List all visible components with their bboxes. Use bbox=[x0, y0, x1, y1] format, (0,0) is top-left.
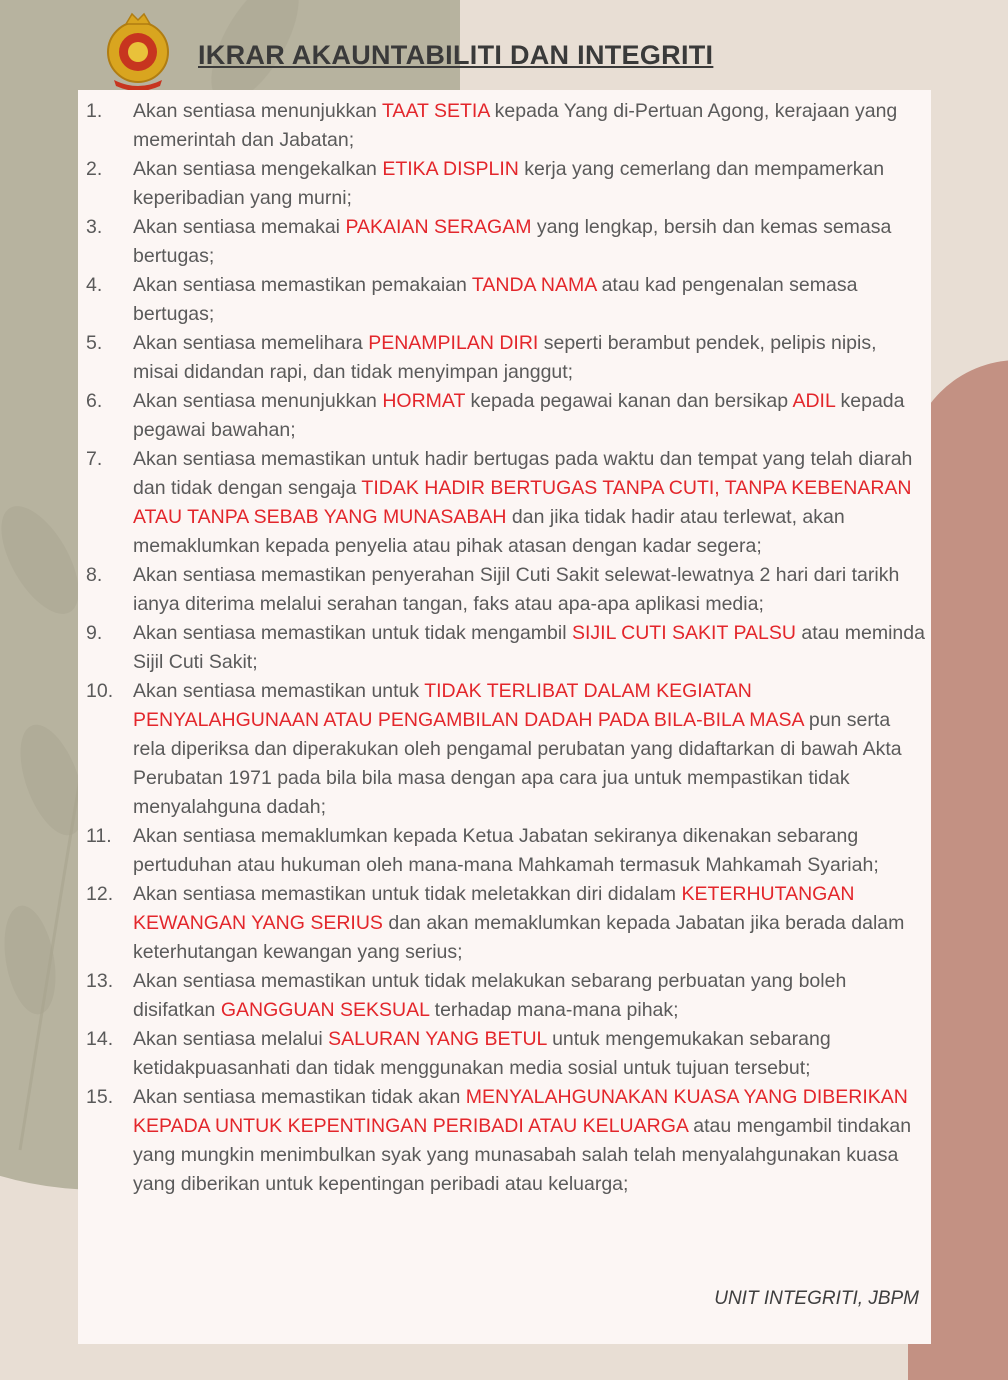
item-text bbox=[133, 619, 931, 677]
body-text: Akan sentiasa memastikan tidak akan bbox=[133, 1086, 466, 1108]
item-text bbox=[133, 387, 931, 445]
item-number: 4. bbox=[86, 274, 103, 296]
highlight-text: TANDA NAMA bbox=[471, 274, 597, 296]
body-text: Akan sentiasa memaklumkan kepada Ketua Jabatan sekiranya dikenakan sebarang pertuduhan atau hukuman oleh mana-mana Mahkamah termasuk Mahkamah Syariah; bbox=[133, 825, 879, 876]
list-item bbox=[78, 445, 931, 561]
list-item bbox=[78, 967, 931, 1025]
item-text bbox=[133, 822, 931, 880]
body-text: Akan sentiasa memastikan untuk tidak melakukan sebarang perbuatan yang boleh disifatkan bbox=[133, 970, 847, 1021]
body-text: Akan sentiasa menunjukkan bbox=[133, 390, 383, 412]
item-number: 9. bbox=[86, 622, 103, 644]
list-item bbox=[78, 561, 931, 619]
item-text bbox=[133, 967, 931, 1025]
body-text: yang lengkap, bersih dan kemas semasa bertugas; bbox=[133, 216, 892, 267]
page-title: IKRAR AKAUNTABILITI DAN INTEGRITI bbox=[198, 40, 714, 70]
item-text bbox=[133, 155, 931, 213]
body-text: kepada Yang di-Pertuan Agong, kerajaan yang memerintah dan Jabatan; bbox=[133, 100, 898, 151]
body-text: Akan sentiasa memelihara bbox=[133, 332, 369, 354]
highlight-text: GANGGUAN SEKSUAL bbox=[220, 999, 430, 1021]
body-text: untuk mengemukakan sebarang ketidakpuasanhati dan tidak menggunakan media sosial untuk tujuan tersebut; bbox=[133, 1028, 831, 1079]
body-text: terhadap mana-mana pihak; bbox=[429, 999, 679, 1021]
item-number: 5. bbox=[86, 332, 103, 354]
item-text bbox=[133, 561, 931, 619]
item-number: 15. bbox=[86, 1086, 114, 1108]
body-text: Akan sentiasa memastikan untuk bbox=[133, 680, 425, 702]
highlight-text: TAAT SETIA bbox=[381, 100, 490, 122]
item-number: 2. bbox=[86, 158, 103, 180]
body-text: kerja yang cemerlang dan mempamerkan keperibadian yang murni; bbox=[133, 158, 885, 209]
body-text: atau kad pengenalan semasa bertugas; bbox=[133, 274, 858, 325]
highlight-text: ETIKA DISPLIN bbox=[382, 158, 519, 180]
body-text: Akan sentiasa memastikan pemakaian bbox=[133, 274, 472, 296]
body-text: seperti berambut pendek, pelipis nipis, misai didandan rapi, dan tidak menyimpan janggut; bbox=[133, 332, 877, 383]
item-text bbox=[133, 97, 931, 155]
item-text bbox=[133, 880, 931, 967]
body-text: Akan sentiasa mengekalkan bbox=[133, 158, 383, 180]
list-item bbox=[78, 619, 931, 677]
body-text: kepada pegawai kanan dan bersikap bbox=[465, 390, 793, 412]
item-number: 7. bbox=[86, 448, 103, 470]
body-text: Akan sentiasa memakai bbox=[133, 216, 346, 238]
list-item bbox=[78, 155, 931, 213]
highlight-text: TIDAK TERLIBAT DALAM KEGIATAN PENYALAHGUNAAN ATAU PENGAMBILAN DADAH PADA BILA-BILA MASA bbox=[133, 680, 804, 731]
list-item bbox=[78, 1083, 931, 1199]
item-number: 1. bbox=[86, 100, 103, 122]
item-number: 11. bbox=[86, 825, 112, 847]
item-number: 12. bbox=[86, 883, 114, 905]
item-number: 14. bbox=[86, 1028, 114, 1050]
item-text bbox=[133, 677, 931, 822]
body-text: Akan sentiasa memastikan untuk hadir bertugas pada waktu dan tempat yang telah diarah dan tidak dengan sengaja bbox=[133, 448, 913, 499]
item-text bbox=[133, 1025, 931, 1083]
list-item bbox=[78, 213, 931, 271]
body-text: kepada pegawai bawahan; bbox=[133, 390, 905, 441]
item-text bbox=[133, 213, 931, 271]
body-text: Akan sentiasa memastikan untuk tidak meletakkan diri didalam bbox=[133, 883, 682, 905]
highlight-text: SIJIL CUTI SAKIT PALSU bbox=[571, 622, 796, 644]
body-text: atau meminda Sijil Cuti Sakit; bbox=[133, 622, 925, 673]
body-text: atau mengambil tindakan yang mungkin menimbulkan syak yang munasabah salah telah menyalahgunakan kuasa yang diberikan untuk kepentingan peribadi atau keluarga; bbox=[133, 1115, 912, 1195]
body-text: Akan sentiasa menunjukkan bbox=[133, 100, 382, 122]
pledge-list bbox=[78, 97, 931, 1199]
highlight-text: SALURAN YANG BETUL bbox=[328, 1028, 547, 1050]
item-text bbox=[133, 445, 931, 561]
list-item bbox=[78, 387, 931, 445]
body-text: Akan sentiasa memastikan untuk tidak mengambil bbox=[133, 622, 572, 644]
list-item bbox=[78, 97, 931, 155]
highlight-text: ADIL bbox=[792, 390, 836, 412]
list-item bbox=[78, 880, 931, 967]
list-item bbox=[78, 822, 931, 880]
highlight-text: TIDAK HADIR BERTUGAS TANPA CUTI, TANPA KEBENARAN ATAU TANPA SEBAB YANG MUNASABAH bbox=[133, 477, 912, 528]
highlight-text: MENYALAHGUNAKAN KUASA YANG DIBERIKAN KEPADA UNTUK KEPENTINGAN PERIBADI ATAU KELUARGA bbox=[133, 1086, 908, 1137]
body-text: Akan sentiasa melalui bbox=[133, 1028, 329, 1050]
highlight-text: PENAMPILAN DIRI bbox=[368, 332, 539, 354]
item-text bbox=[133, 1083, 931, 1199]
highlight-text: PAKAIAN SERAGAM bbox=[345, 216, 532, 238]
pledge-panel bbox=[78, 90, 931, 1344]
list-item bbox=[78, 271, 931, 329]
item-number: 3. bbox=[86, 216, 103, 238]
highlight-text: KETERHUTANGAN KEWANGAN YANG SERIUS bbox=[133, 883, 855, 934]
body-text: Akan sentiasa memastikan penyerahan Sijil Cuti Sakit selewat-lewatnya 2 hari dari tarikh ianya diterima melalui serahan tangan, faks atau apa-apa aplikasi media; bbox=[133, 564, 900, 615]
list-item bbox=[78, 1025, 931, 1083]
item-number: 13. bbox=[86, 970, 114, 992]
item-text bbox=[133, 271, 931, 329]
body-text: dan akan memaklumkan kepada Jabatan jika berada dalam keterhutangan kewangan yang serius; bbox=[133, 912, 905, 963]
body-text: dan jika tidak hadir atau terlewat, akan memaklumkan kepada penyelia atau pihak atasan dengan kadar segera; bbox=[133, 506, 845, 557]
highlight-text: HORMAT bbox=[382, 390, 466, 412]
item-text bbox=[133, 329, 931, 387]
item-number: 10. bbox=[86, 680, 114, 702]
item-number: 6. bbox=[86, 390, 103, 412]
list-item bbox=[78, 329, 931, 387]
crest-icon bbox=[104, 6, 172, 94]
footer-signature: UNIT INTEGRITI, JBPM bbox=[714, 1288, 919, 1309]
list-item bbox=[78, 677, 931, 822]
body-text: pun serta rela diperiksa dan diperakukan oleh pengamal perubatan yang didaftarkan di bawah Akta Perubatan 1971 pada bila bila masa dengan apa cara jua untuk mempastikan tidak menyalahguna dadah; bbox=[133, 709, 902, 818]
item-number: 8. bbox=[86, 564, 103, 586]
